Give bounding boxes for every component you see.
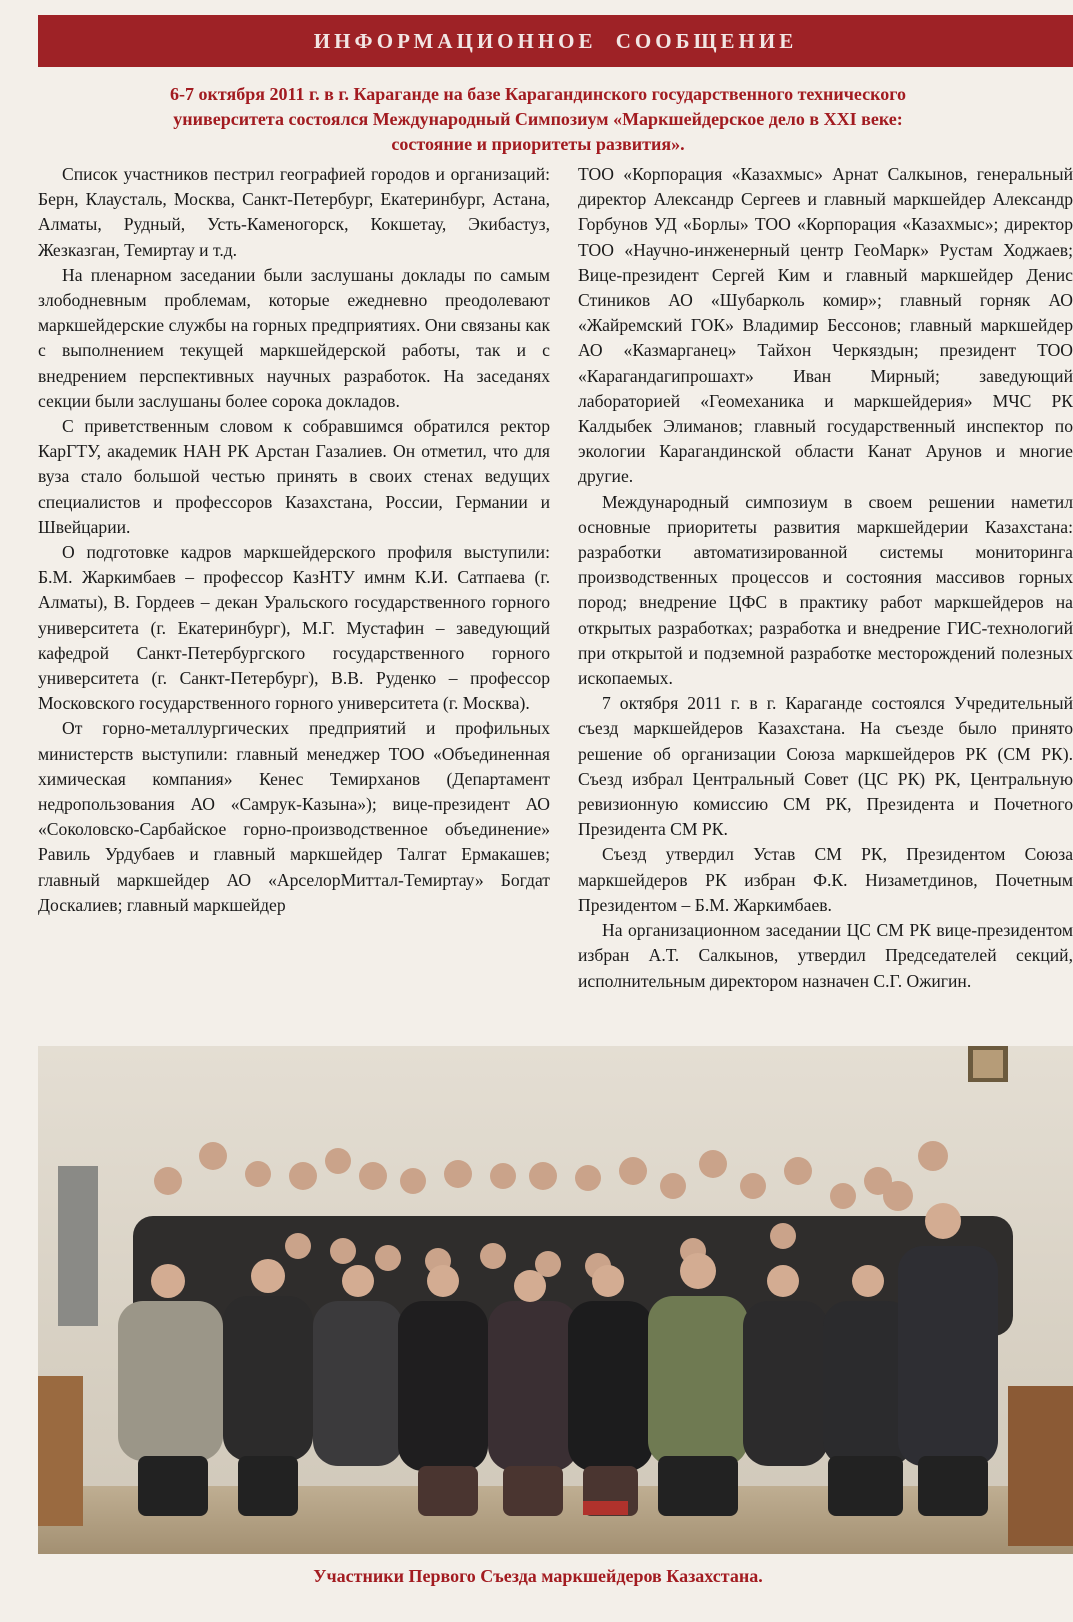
photo-caption: Участники Первого Съезда маркшейдеров Казахстана. [313,1566,763,1586]
left-text-column [38,162,550,918]
article-headline [38,82,1038,157]
group-photo [38,1046,1073,1554]
group-photo-illustration [38,1046,1073,1554]
paragraph: С приветственным словом к собравшимся обратился ректор КарГТУ, академик НАН РК Арстан Газалиев. Он отметил, что для вуза стало большой честью принять в своих стенах ведущих специалистов и профессоров Казахстана, России, Германии и Швейцарии. [38,416,550,537]
paragraph: 7 октября 2011 г. в г. Караганде состоялся Учредительный съезд маркшейдеров Казахстана. На съезде было принято решение об организации Союза маркшейдеров РК (СМ РК). Съезд избрал Центральный Совет (ЦС РК) РК, Центральную ревизионную комиссию СМ РК, Президента и Почетного Президента СМ РК. [578,693,1073,840]
paragraph: На организационном заседании ЦС СМ РК вице-президентом избран А.Т. Салкынов, утвердил Председателей секций, исполнительным директором назначен С.Г. Ожигин. [578,920,1073,991]
paragraph: Список участников пестрил географией городов и организаций: Берн, Клаусталь, Москва, Санкт-Петербург, Екатеринбург, Астана, Алматы, Рудный, Усть-Каменогорск, Кокшетау, Экибастуз, Жезказган, Темиртау и т.д. [38,164,550,260]
banner-title: ИНФОРМАЦИОННОЕ СООБЩЕНИЕ [313,28,798,53]
headline-line-3: состояние и приоритеты развития». [391,134,685,154]
paragraph: О подготовке кадров маркшейдерского профиля выступили: Б.М. Жаркимбаев – профессор КазНТУ имнм К.И. Сатпаева (г. Алматы), В. Гордеев – декан Уральского государственного горного университета (г. Екатеринбург), М.Г. Мустафин – заведующий кафедрой Санкт-Петербургского государственного горного университета (г. Санкт-Петербург), В.В. Руденко – профессор Московского государственного горного университета (г. Москва). [38,542,550,714]
headline-line-1: 6-7 октября 2011 г. в г. Караганде на базе Карагандинского государственного технического [170,84,906,104]
paragraph: Международный симпозиум в своем решении наметил основные приоритеты развития маркшейдерии Казахстана: разработки автоматизированной системы мониторинга производственных процессов и состояния массивов горных пород; внедрение ЦФС в практику работ маркшейдеров на открытых разработках; разработка и внедрение ГИС-технологий при открытой и подземной разработке месторождений полезных ископаемых. [578,491,1073,689]
section-banner [38,15,1073,67]
paragraph-continuation: ТОО «Корпорация «Казахмыс» Арнат Салкынов, генеральный директор Александр Сергеев и главный маркшейдер Александр Горбунов УД «Борлы» ТОО «Корпорация «Казахмыс»; директор ТОО «Научно-инженерный центр ГеоМарк» Рустам Ходжаев; Вице-президент Сергей Ким и главный маркшейдер Денис Стиников АО «Шубарколь комир»; главный горняк АО «Жайремский ГОК» Владимир Бессонов; главный маркшейдер АО «Казмарганец» Тайхон Черкяздын; президент ТОО «Карагандагипрошахт» Иван Мирный; заведующий лабораторией «Геомеханика и маркшейдерия» МЧС РК Калдыбек Элиманов; главный государственный инспектор по экологии Карагандинской области Канат Арунов и многие другие. [578,164,1073,487]
headline-line-2: университета состоялся Международный Симпозиум «Маркшейдерское дело в XXI веке: [173,109,903,129]
right-text-column [578,162,1073,1042]
paragraph: Съезд утвердил Устав СМ РК, Президентом Союза маркшейдеров РК избран Ф.К. Низаметдинов, Почетным Президентом – Б.М. Жаркимбаев. [578,844,1073,915]
paragraph: От горно-металлургических предприятий и профильных министерств выступили: главный менеджер ТОО «Объединенная химическая компания» Кенес Темирханов (Департамент недропользования АО «Самрук-Казына»); вице-президент АО «Соколовско-Сарбайское горно-производственное объединение» Равиль Урдубаев и главный маркшейдер Талгат Ермакашев; главный маркшейдер АО «АрселорМиттал-Темиртау» Богдат Доскалиев; главный маркшейдер [38,718,550,915]
paragraph: На пленарном заседании были заслушаны доклады по самым злободневным проблемам, которые ежедневно преодолевают маркшейдерские службы на горных предприятиях. Они связаны как с выполнением текущей маркшейдерской работы, так и с внедрением перспективных научных разработок. На заседанях секции были заслушаны более сорока докладов. [38,264,550,411]
